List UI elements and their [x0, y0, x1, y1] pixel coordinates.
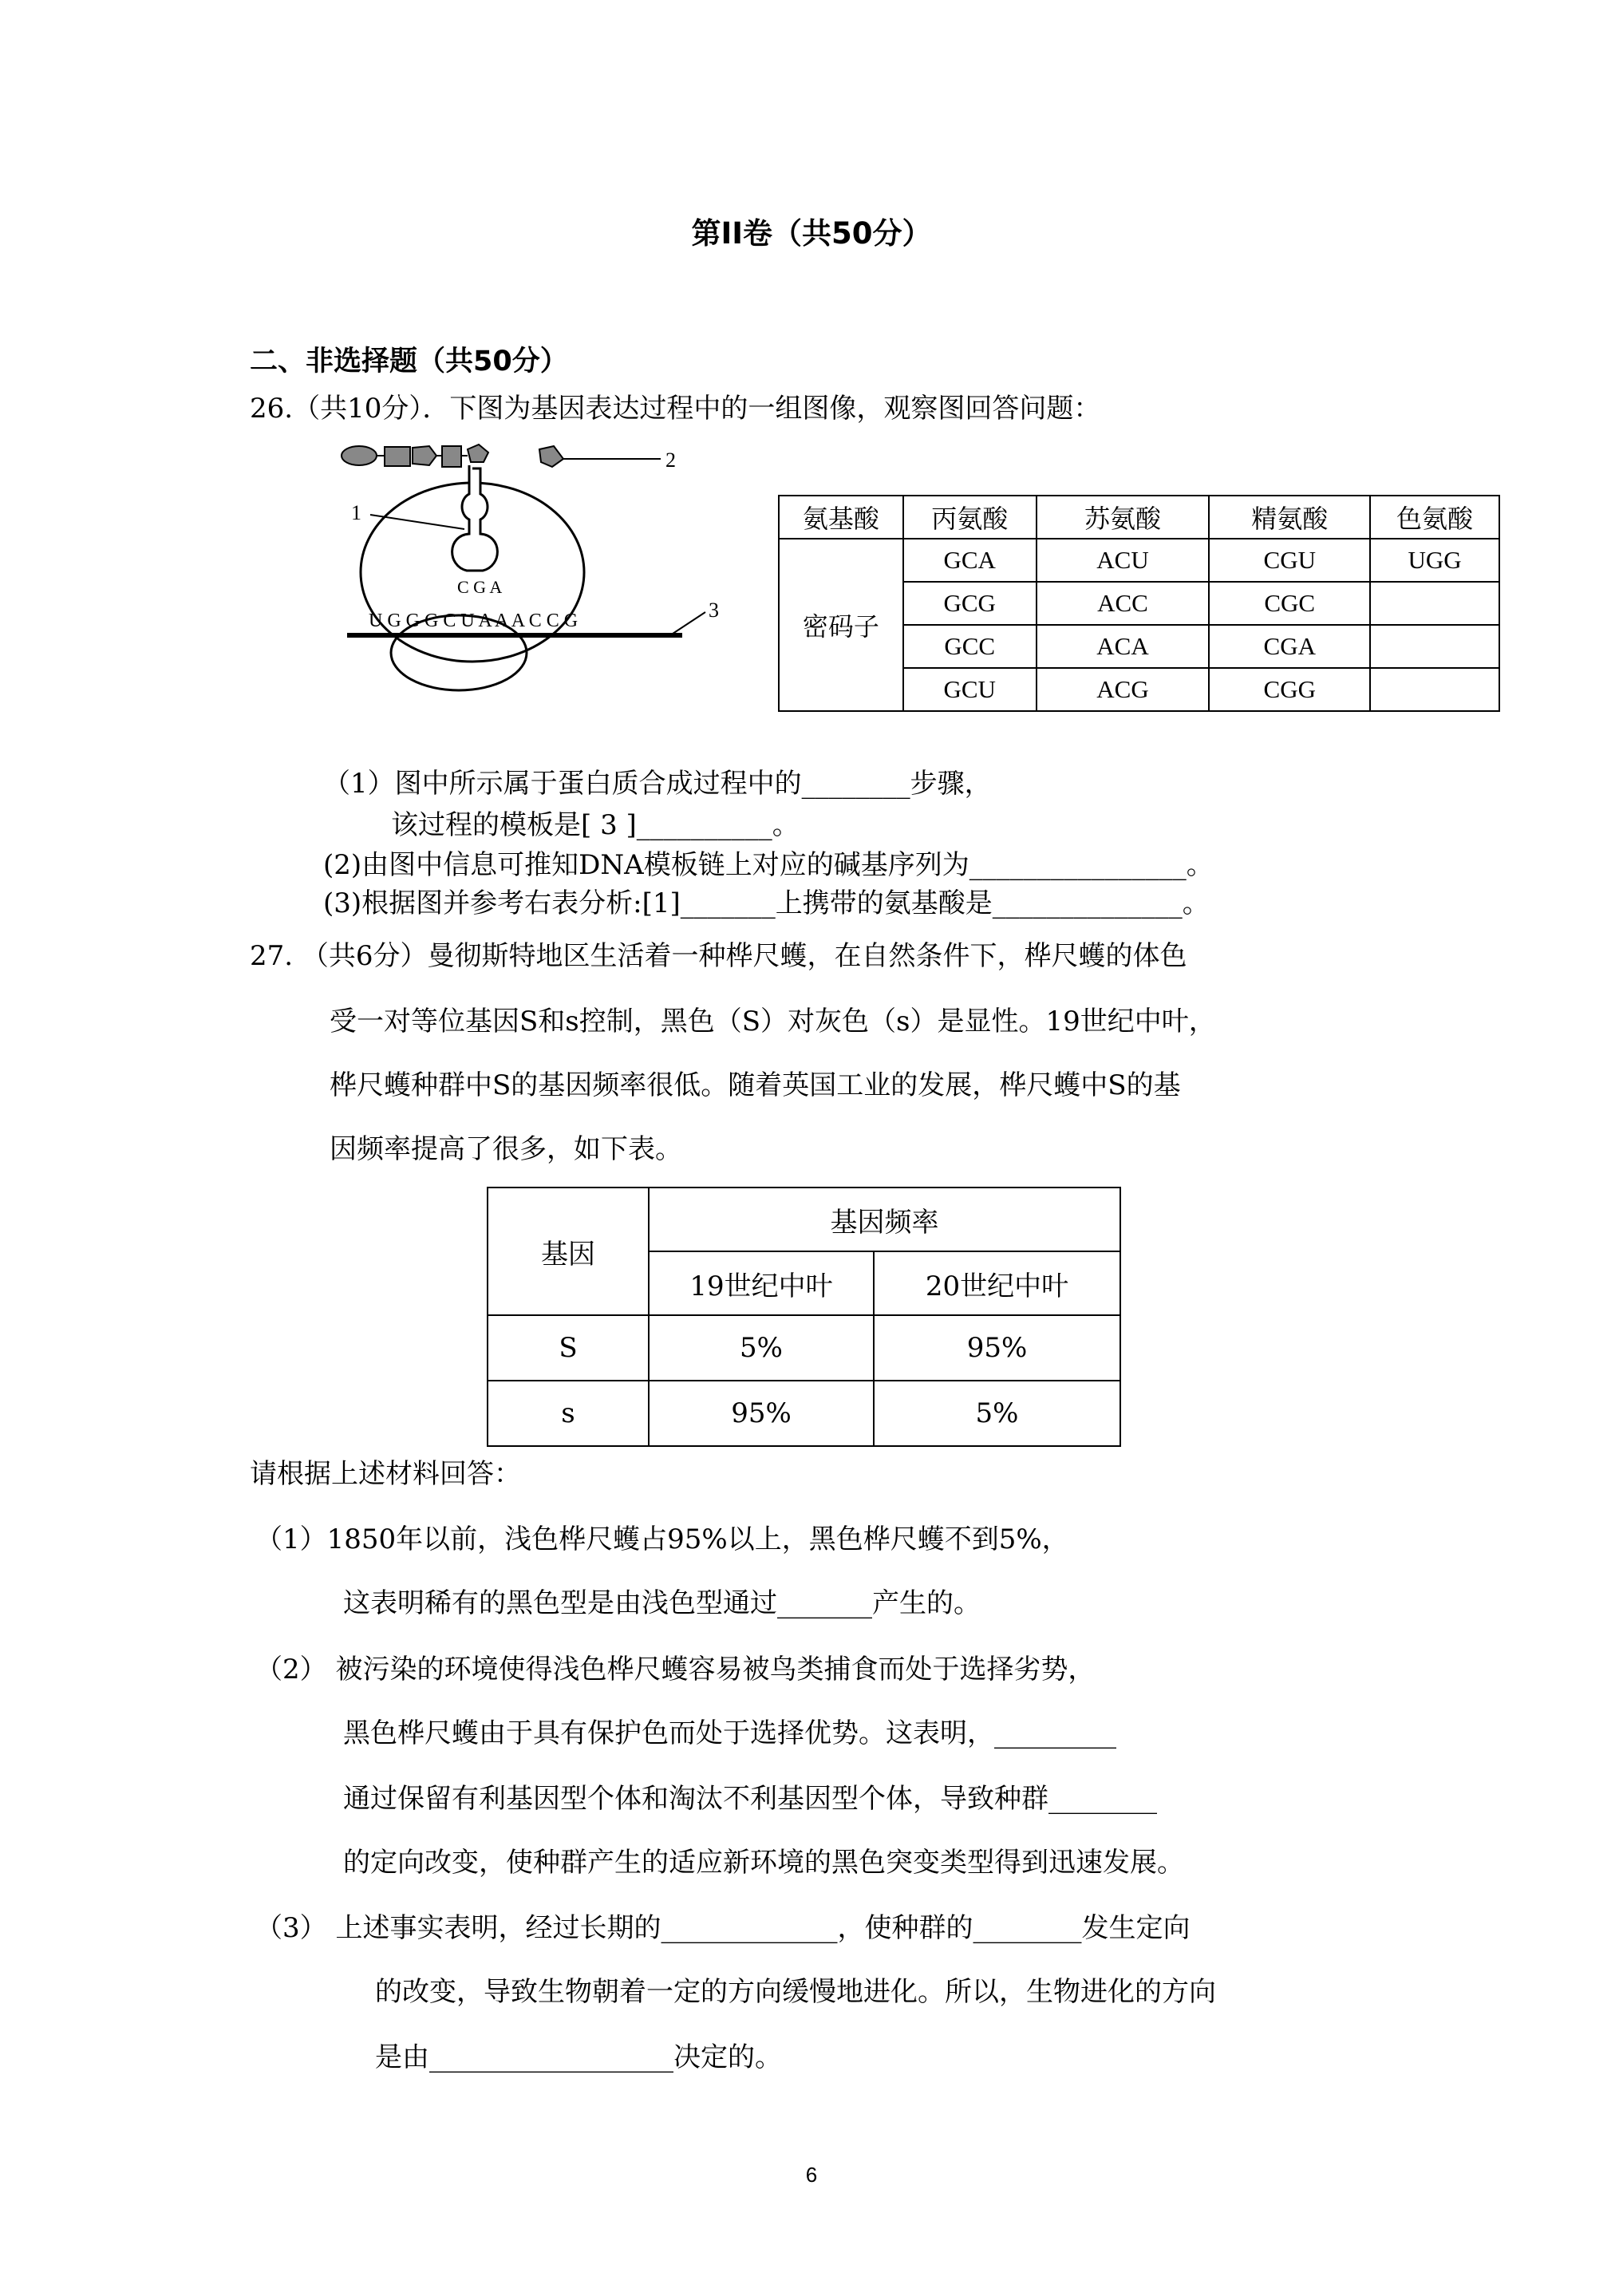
table-header: 氨基酸: [779, 496, 903, 539]
table-cell: UGG: [1370, 539, 1499, 582]
table-cell: GCA: [903, 539, 1037, 582]
table-cell: CGC: [1209, 582, 1370, 625]
codon-table: [778, 495, 1500, 712]
q27-answer3-line3: 是由__________________决定的。: [375, 2041, 782, 2073]
q27-answer2-line4: 的定向改变，使种群产生的适应新环境的黑色突变类型得到迅速发展。: [343, 1847, 1184, 1879]
table-row: [779, 539, 1499, 582]
label-3: 3: [709, 599, 719, 622]
table-row: [779, 496, 1499, 539]
page-number: 6: [805, 2163, 818, 2187]
table-cell: CGG: [1209, 668, 1370, 711]
q27-answer3-line1: （3） 上述事实表明，经过长期的_____________，使种群的________发生定向: [255, 1912, 1191, 1944]
table-header: 色氨酸: [1370, 496, 1499, 539]
table-cell: ACC: [1037, 582, 1210, 625]
q27-answer2-line3: 通过保留有利基因型个体和淘汰不利基因型个体，导致种群________: [343, 1783, 1157, 1815]
q27-intro: 请根据上述材料回答：: [250, 1458, 521, 1490]
label-2: 2: [665, 449, 676, 472]
q27-answer1-line2: 这表明稀有的黑色型是由浅色型通过_______产生的。: [343, 1587, 981, 1619]
amino-acid-square: [442, 446, 461, 467]
table-header: 19世纪中叶: [649, 1251, 874, 1315]
table-cell: [1370, 625, 1499, 668]
amino-acid-pentagon: [413, 446, 436, 465]
table-row: [488, 1381, 1120, 1446]
table-row: [488, 1315, 1120, 1381]
free-amino-acid: [539, 446, 563, 467]
table-cell: [1370, 668, 1499, 711]
table-cell: 5%: [649, 1315, 874, 1381]
q27-line1: 27. （共6分）曼彻斯特地区生活着一种桦尺蠖，在自然条件下，桦尺蠖的体色: [250, 940, 1187, 972]
q26-stem: 26.（共10分）．下图为基因表达过程中的一组图像，观察图回答问题：: [250, 393, 1101, 425]
row-label: 密码子: [779, 539, 903, 711]
table-header: 精氨酸: [1209, 496, 1370, 539]
q27-answer3-line2: 的改变，导致生物朝着一定的方向缓慢地进化。所以，生物进化的方向: [375, 1976, 1216, 2008]
section-heading: 二、非选择题（共50分）: [250, 346, 568, 377]
table-header: 基因: [488, 1188, 649, 1315]
table-cell: ACA: [1037, 625, 1210, 668]
q27-line2: 受一对等位基因S和s控制，黑色（S）对灰色（s）是显性。19世纪中叶，: [330, 1006, 1216, 1037]
table-header: 20世纪中叶: [874, 1251, 1120, 1315]
mrna-sequence: U G G G C U A A A C C G: [369, 611, 579, 631]
label-1: 1: [351, 501, 361, 524]
amino-acid-pentagon: [468, 445, 488, 462]
table-cell: s: [488, 1381, 649, 1446]
table-cell: S: [488, 1315, 649, 1381]
q26-part2: (2)由图中信息可推知DNA模板链上对应的碱基序列为________________。: [323, 849, 1214, 881]
table-cell: ACG: [1037, 668, 1210, 711]
table-cell: CGA: [1209, 625, 1370, 668]
amino-acid-oval: [342, 446, 377, 465]
q26-part3: (3)根据图并参考右表分析:[1]_______上携带的氨基酸是______________。: [323, 887, 1210, 919]
table-header: 丙氨酸: [903, 496, 1037, 539]
q27-line3: 桦尺蠖种群中S的基因频率很低。随着英国工业的发展，桦尺蠖中S的基: [330, 1069, 1181, 1101]
table-header: 基因频率: [649, 1188, 1120, 1251]
trna: [452, 465, 498, 571]
anticodon-text: C G A: [457, 577, 503, 597]
table-cell: ACU: [1037, 539, 1210, 582]
q27-line4: 因频率提高了很多，如下表。: [330, 1133, 682, 1165]
q26-part1-line1: （1）图中所示属于蛋白质合成过程中的________步骤，: [323, 768, 992, 800]
gene-frequency-table: [487, 1187, 1121, 1447]
table-cell: CGU: [1209, 539, 1370, 582]
table-cell: 95%: [649, 1381, 874, 1446]
q26-part1-line2: 该过程的模板是[ 3 ]__________。: [391, 809, 800, 841]
table-cell: GCG: [903, 582, 1037, 625]
table-cell: 5%: [874, 1381, 1120, 1446]
table-cell: [1370, 582, 1499, 625]
q27-answer2-line1: （2） 被污染的环境使得浅色桦尺蠖容易被鸟类捕食而处于选择劣势，: [255, 1654, 1096, 1685]
translation-diagram: [335, 435, 750, 698]
table-header: 苏氨酸: [1037, 496, 1210, 539]
q27-answer1-line1: （1）1850年以前，浅色桦尺蠖占95%以上，黑色桦尺蠖不到5%，: [255, 1523, 1069, 1555]
table-cell: GCU: [903, 668, 1037, 711]
table-row: [488, 1188, 1120, 1251]
table-cell: GCC: [903, 625, 1037, 668]
q27-answer2-line2: 黑色桦尺蠖由于具有保护色而处于选择优势。这表明，_________: [343, 1717, 1116, 1749]
amino-acid-square: [385, 447, 410, 466]
table-cell: 95%: [874, 1315, 1120, 1381]
page-title: 第II卷（共50分）: [691, 216, 932, 251]
